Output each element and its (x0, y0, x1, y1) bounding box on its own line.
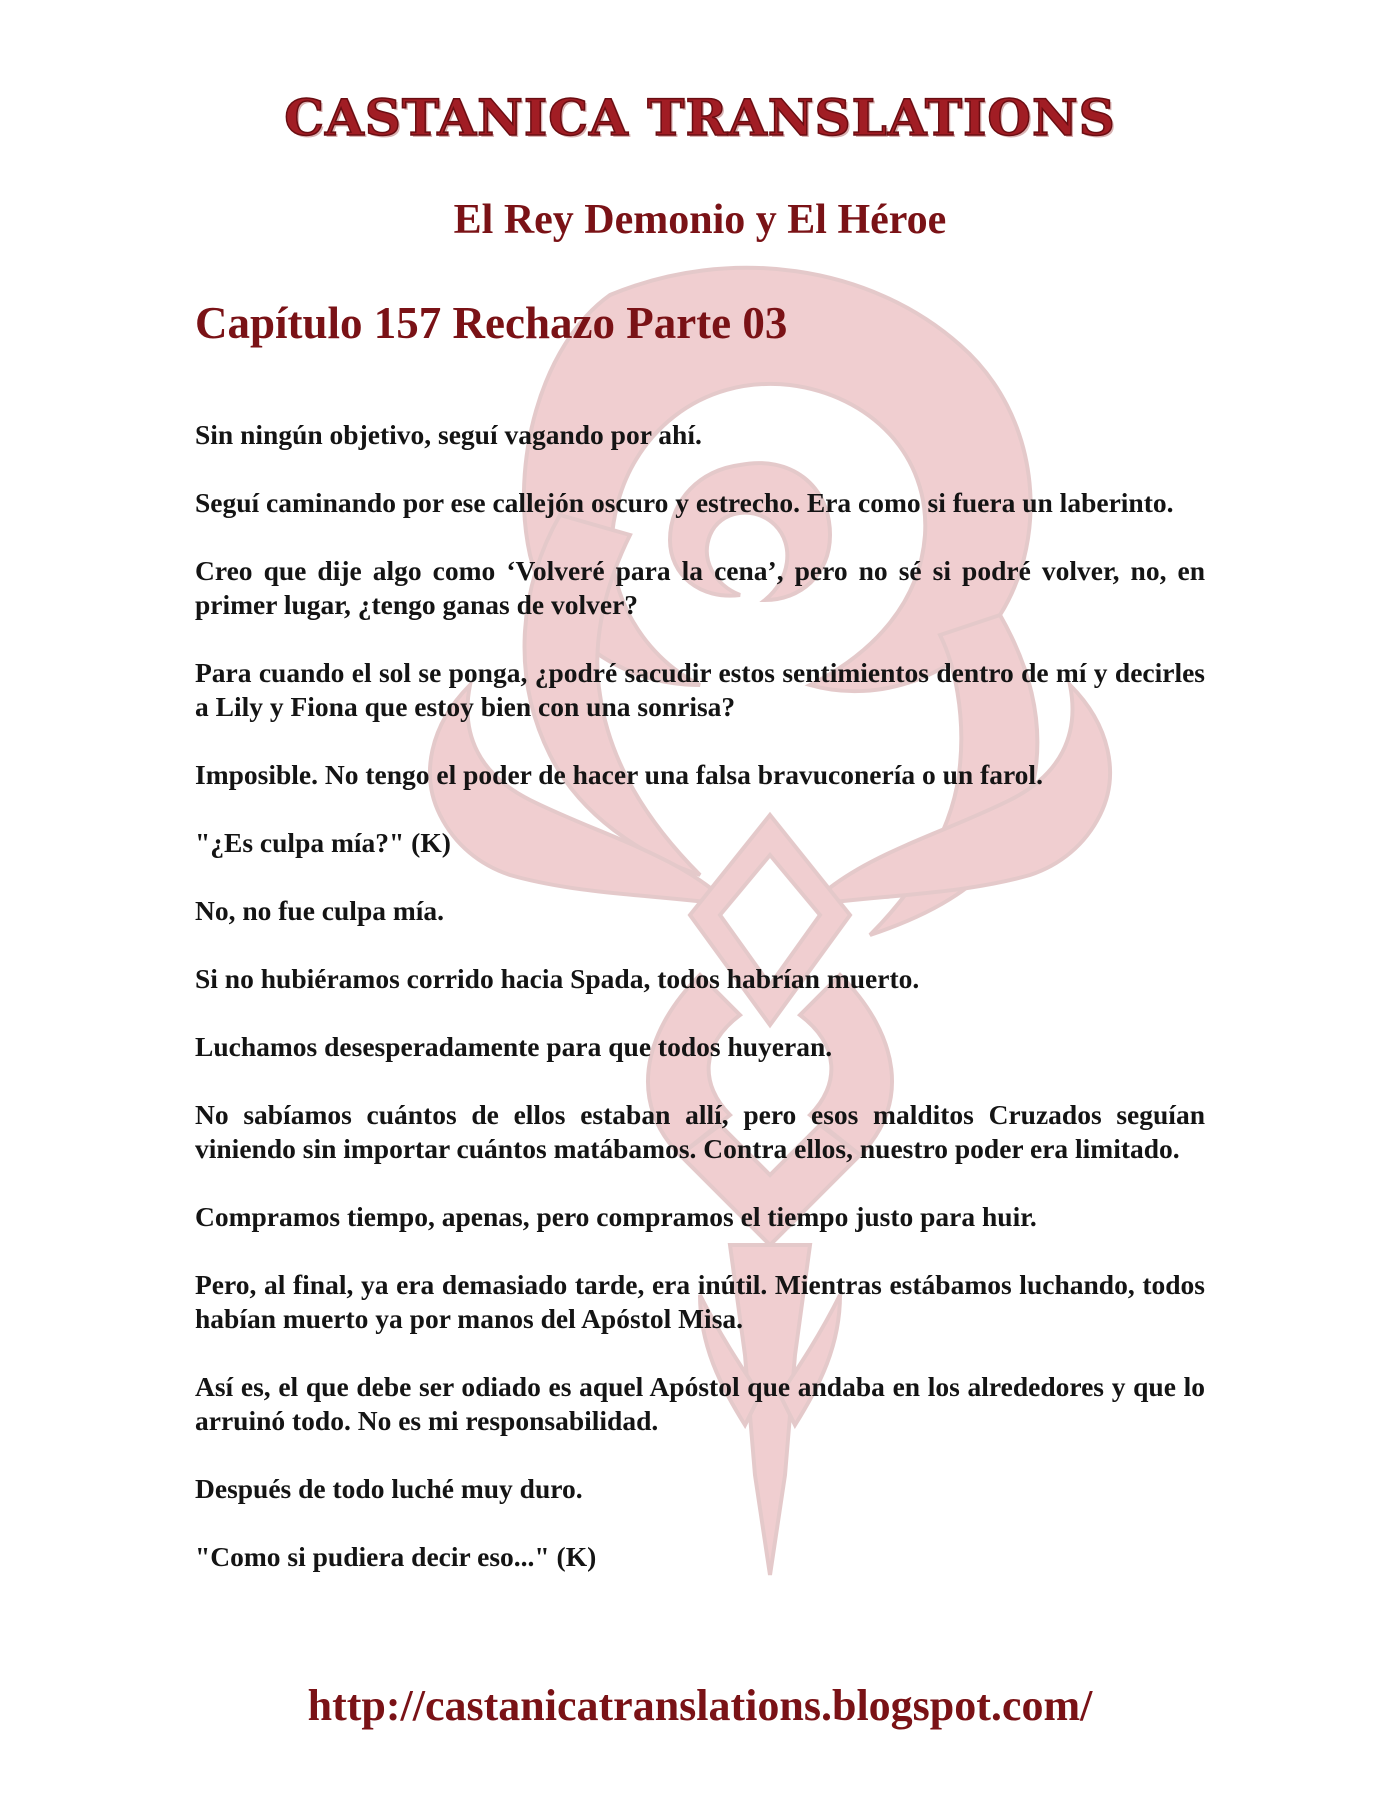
paragraph: Para cuando el sol se ponga, ¿podré sacudir estos sentimientos dentro de mí y decirles a Lily y Fiona que estoy bien con una sonrisa? (195, 657, 1205, 722)
paragraph: Luchamos desesperadamente para que todos huyeran. (195, 1031, 833, 1062)
paragraph: Creo que dije algo como ‘Volveré para la cena’, pero no sé si podré volver, no, en primer lugar, ¿tengo ganas de volver? (195, 555, 1205, 620)
paragraph: Así es, el que debe ser odiado es aquel Apóstol que andaba en los alrededores y que lo arruinó todo. No es mi responsabilidad. (195, 1371, 1205, 1436)
paragraph: Si no hubiéramos corrido hacia Spada, todos habrían muerto. (195, 963, 920, 994)
book-title: El Rey Demonio y El Héroe (453, 197, 947, 243)
paragraph: Imposible. No tengo el poder de hacer una falsa bravuconería o un farol. (195, 759, 1043, 790)
paragraph: Después de todo luché muy duro. (195, 1473, 583, 1504)
site-url-link[interactable]: http://castanicatranslations.blogspot.com/ (307, 1681, 1093, 1730)
paragraph: Compramos tiempo, apenas, pero compramos el tiempo justo para huir. (195, 1201, 1037, 1232)
paragraph: Pero, al final, ya era demasiado tarde, era inútil. Mientras estábamos luchando, todos habían muerto ya por manos del Apóstol Misa. (195, 1269, 1205, 1334)
paragraph: No sabíamos cuántos de ellos estaban allí, pero esos malditos Cruzados seguían viniendo sin importar cuántos matábamos. Contra ellos, nuestro poder era limitado. (195, 1099, 1205, 1164)
paragraph: Seguí caminando por ese callejón oscuro y estrecho. Era como si fuera un laberinto. (195, 487, 1174, 518)
brand-logo-text: CASTANICA TRANSLATIONS (284, 88, 1116, 147)
paragraph: No, no fue culpa mía. (195, 895, 445, 926)
chapter-body (195, 418, 1205, 1608)
paragraph: Sin ningún objetivo, seguí vagando por ahí. (195, 419, 702, 450)
paragraph: "Como si pudiera decir eso..." (K) (195, 1541, 597, 1572)
chapter-title: Capítulo 157 Rechazo Parte 03 (195, 298, 788, 348)
paragraph: "¿Es culpa mía?" (K) (195, 827, 451, 858)
